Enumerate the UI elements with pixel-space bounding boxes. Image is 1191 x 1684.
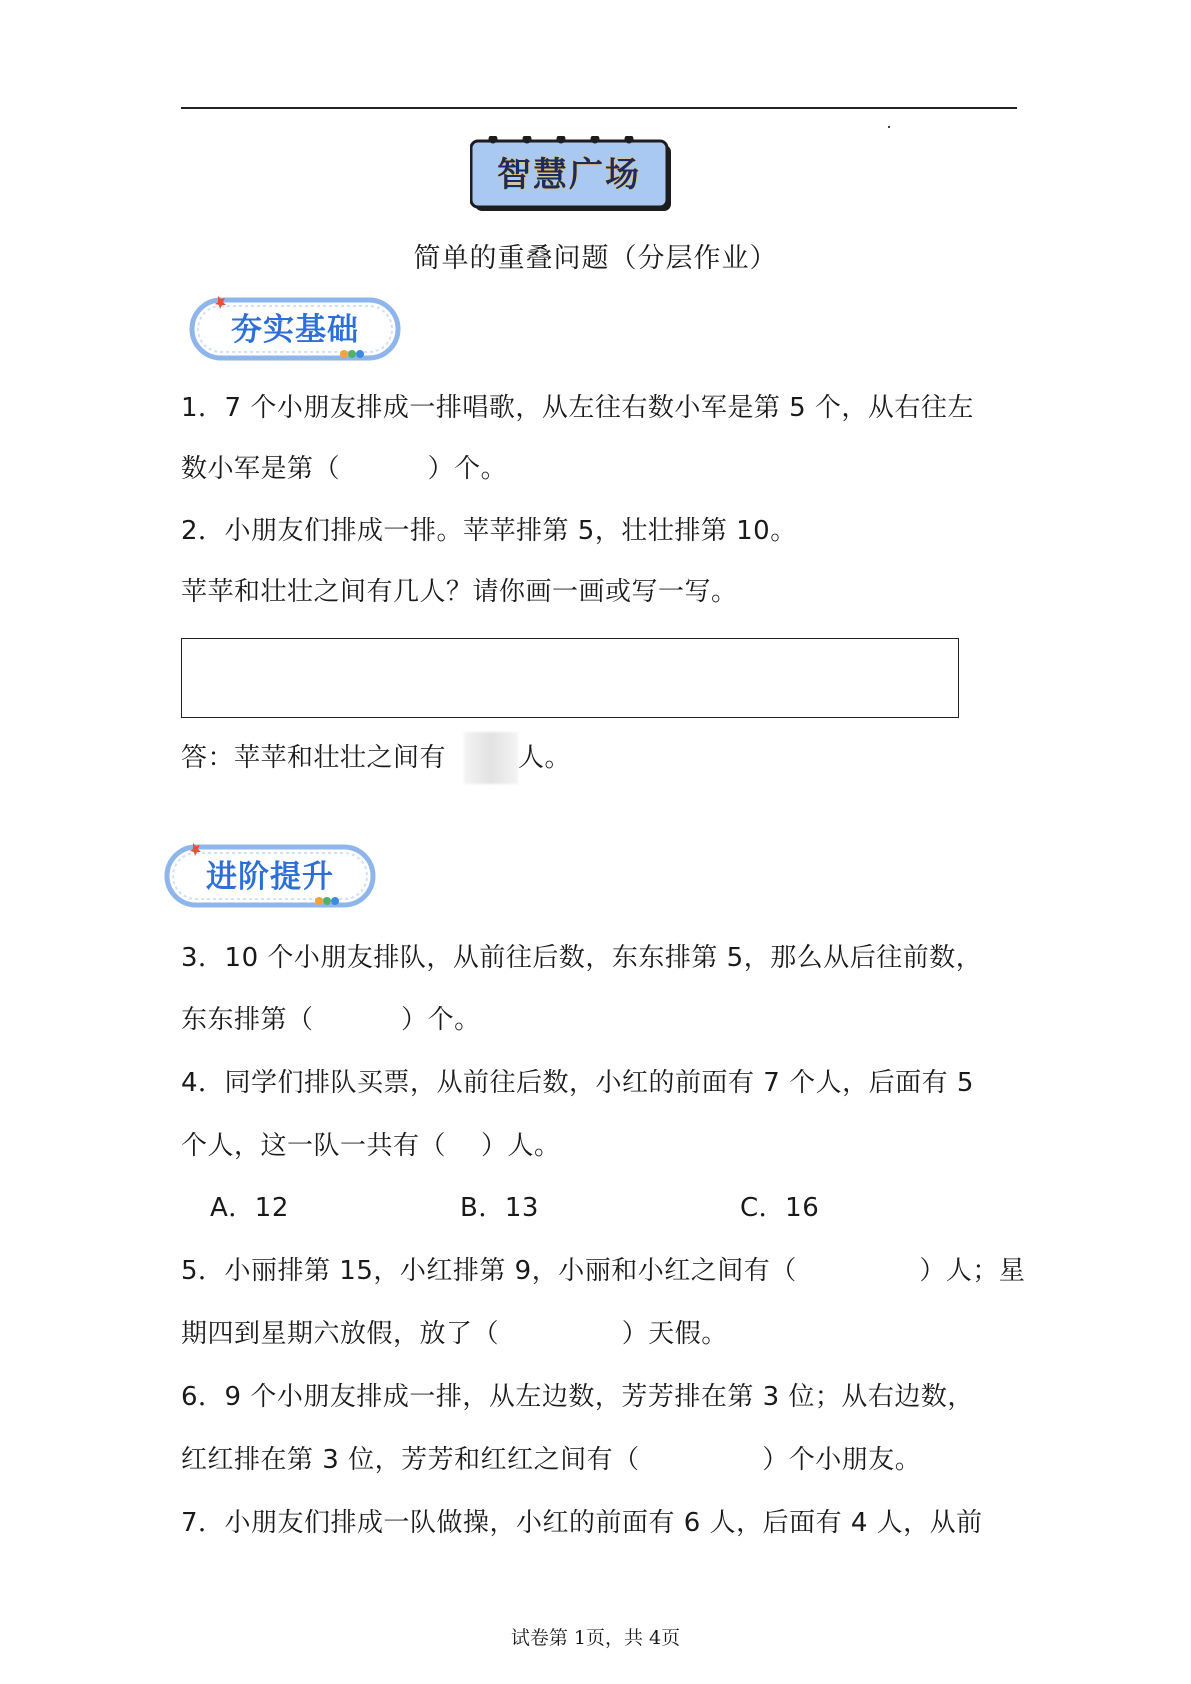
q4-option-b[interactable]: B．13 <box>460 1193 539 1223</box>
top-rule <box>181 107 1017 109</box>
q1-line1: 1．7 个小朋友排成一排唱歌，从左往右数小军是第 5 个，从右往左 <box>181 393 974 423</box>
stray-dot <box>888 126 890 128</box>
section-badge-basic <box>188 292 403 364</box>
svg-text:夯实基础: 夯实基础 <box>231 312 359 348</box>
q5-line1: 5．小丽排第 15，小红排第 9，小丽和小红之间有（ ）人；星 <box>181 1256 1026 1286</box>
q2-answer-blank[interactable] <box>464 732 518 784</box>
q2-answer-suffix: 人。 <box>518 743 572 773</box>
q2-line1: 2．小朋友们排成一排。苹苹排第 5，壮壮排第 10。 <box>181 516 797 546</box>
page-footer: 试卷第 1页，共 4页 <box>510 1627 681 1649</box>
q7-line1: 7．小朋友们排成一队做操，小红的前面有 6 人，后面有 4 人，从前 <box>181 1508 983 1538</box>
q2-answer-prefix: 答：苹苹和壮壮之间有 <box>181 743 447 773</box>
q4-line1: 4．同学们排队买票，从前往后数，小红的前面有 7 个人，后面有 5 <box>181 1068 974 1098</box>
q4-option-c[interactable]: C．16 <box>740 1193 820 1223</box>
q6-line1: 6．9 个小朋友排成一排，从左边数，芳芳排在第 3 位；从右边数， <box>181 1382 974 1412</box>
q6-line2: 红红排在第 3 位，芳芳和红红之间有（ ）个小朋友。 <box>181 1445 922 1475</box>
q2-drawing-box[interactable] <box>181 638 959 718</box>
q3-line1: 3．10 个小朋友排队，从前往后数，东东排第 5，那么从后往前数， <box>181 943 983 973</box>
q3-line2: 东东排第（ ）个。 <box>181 1005 481 1035</box>
worksheet-subtitle: 简单的重叠问题（分层作业） <box>413 243 778 274</box>
q4-line2: 个人，这一队一共有（ ）人。 <box>181 1131 561 1161</box>
logo-text: 智慧广场 <box>497 155 641 195</box>
title-logo <box>470 136 676 215</box>
q2-line2: 苹苹和壮壮之间有几人？请你画一画或写一写。 <box>181 577 738 607</box>
q4-option-a[interactable]: A．12 <box>210 1193 289 1223</box>
q1-line2: 数小军是第（ ）个。 <box>181 454 508 484</box>
q5-line2: 期四到星期六放假，放了（ ）天假。 <box>181 1319 728 1349</box>
svg-text:进阶提升: 进阶提升 <box>206 859 334 895</box>
section-badge-advanced <box>163 839 378 911</box>
